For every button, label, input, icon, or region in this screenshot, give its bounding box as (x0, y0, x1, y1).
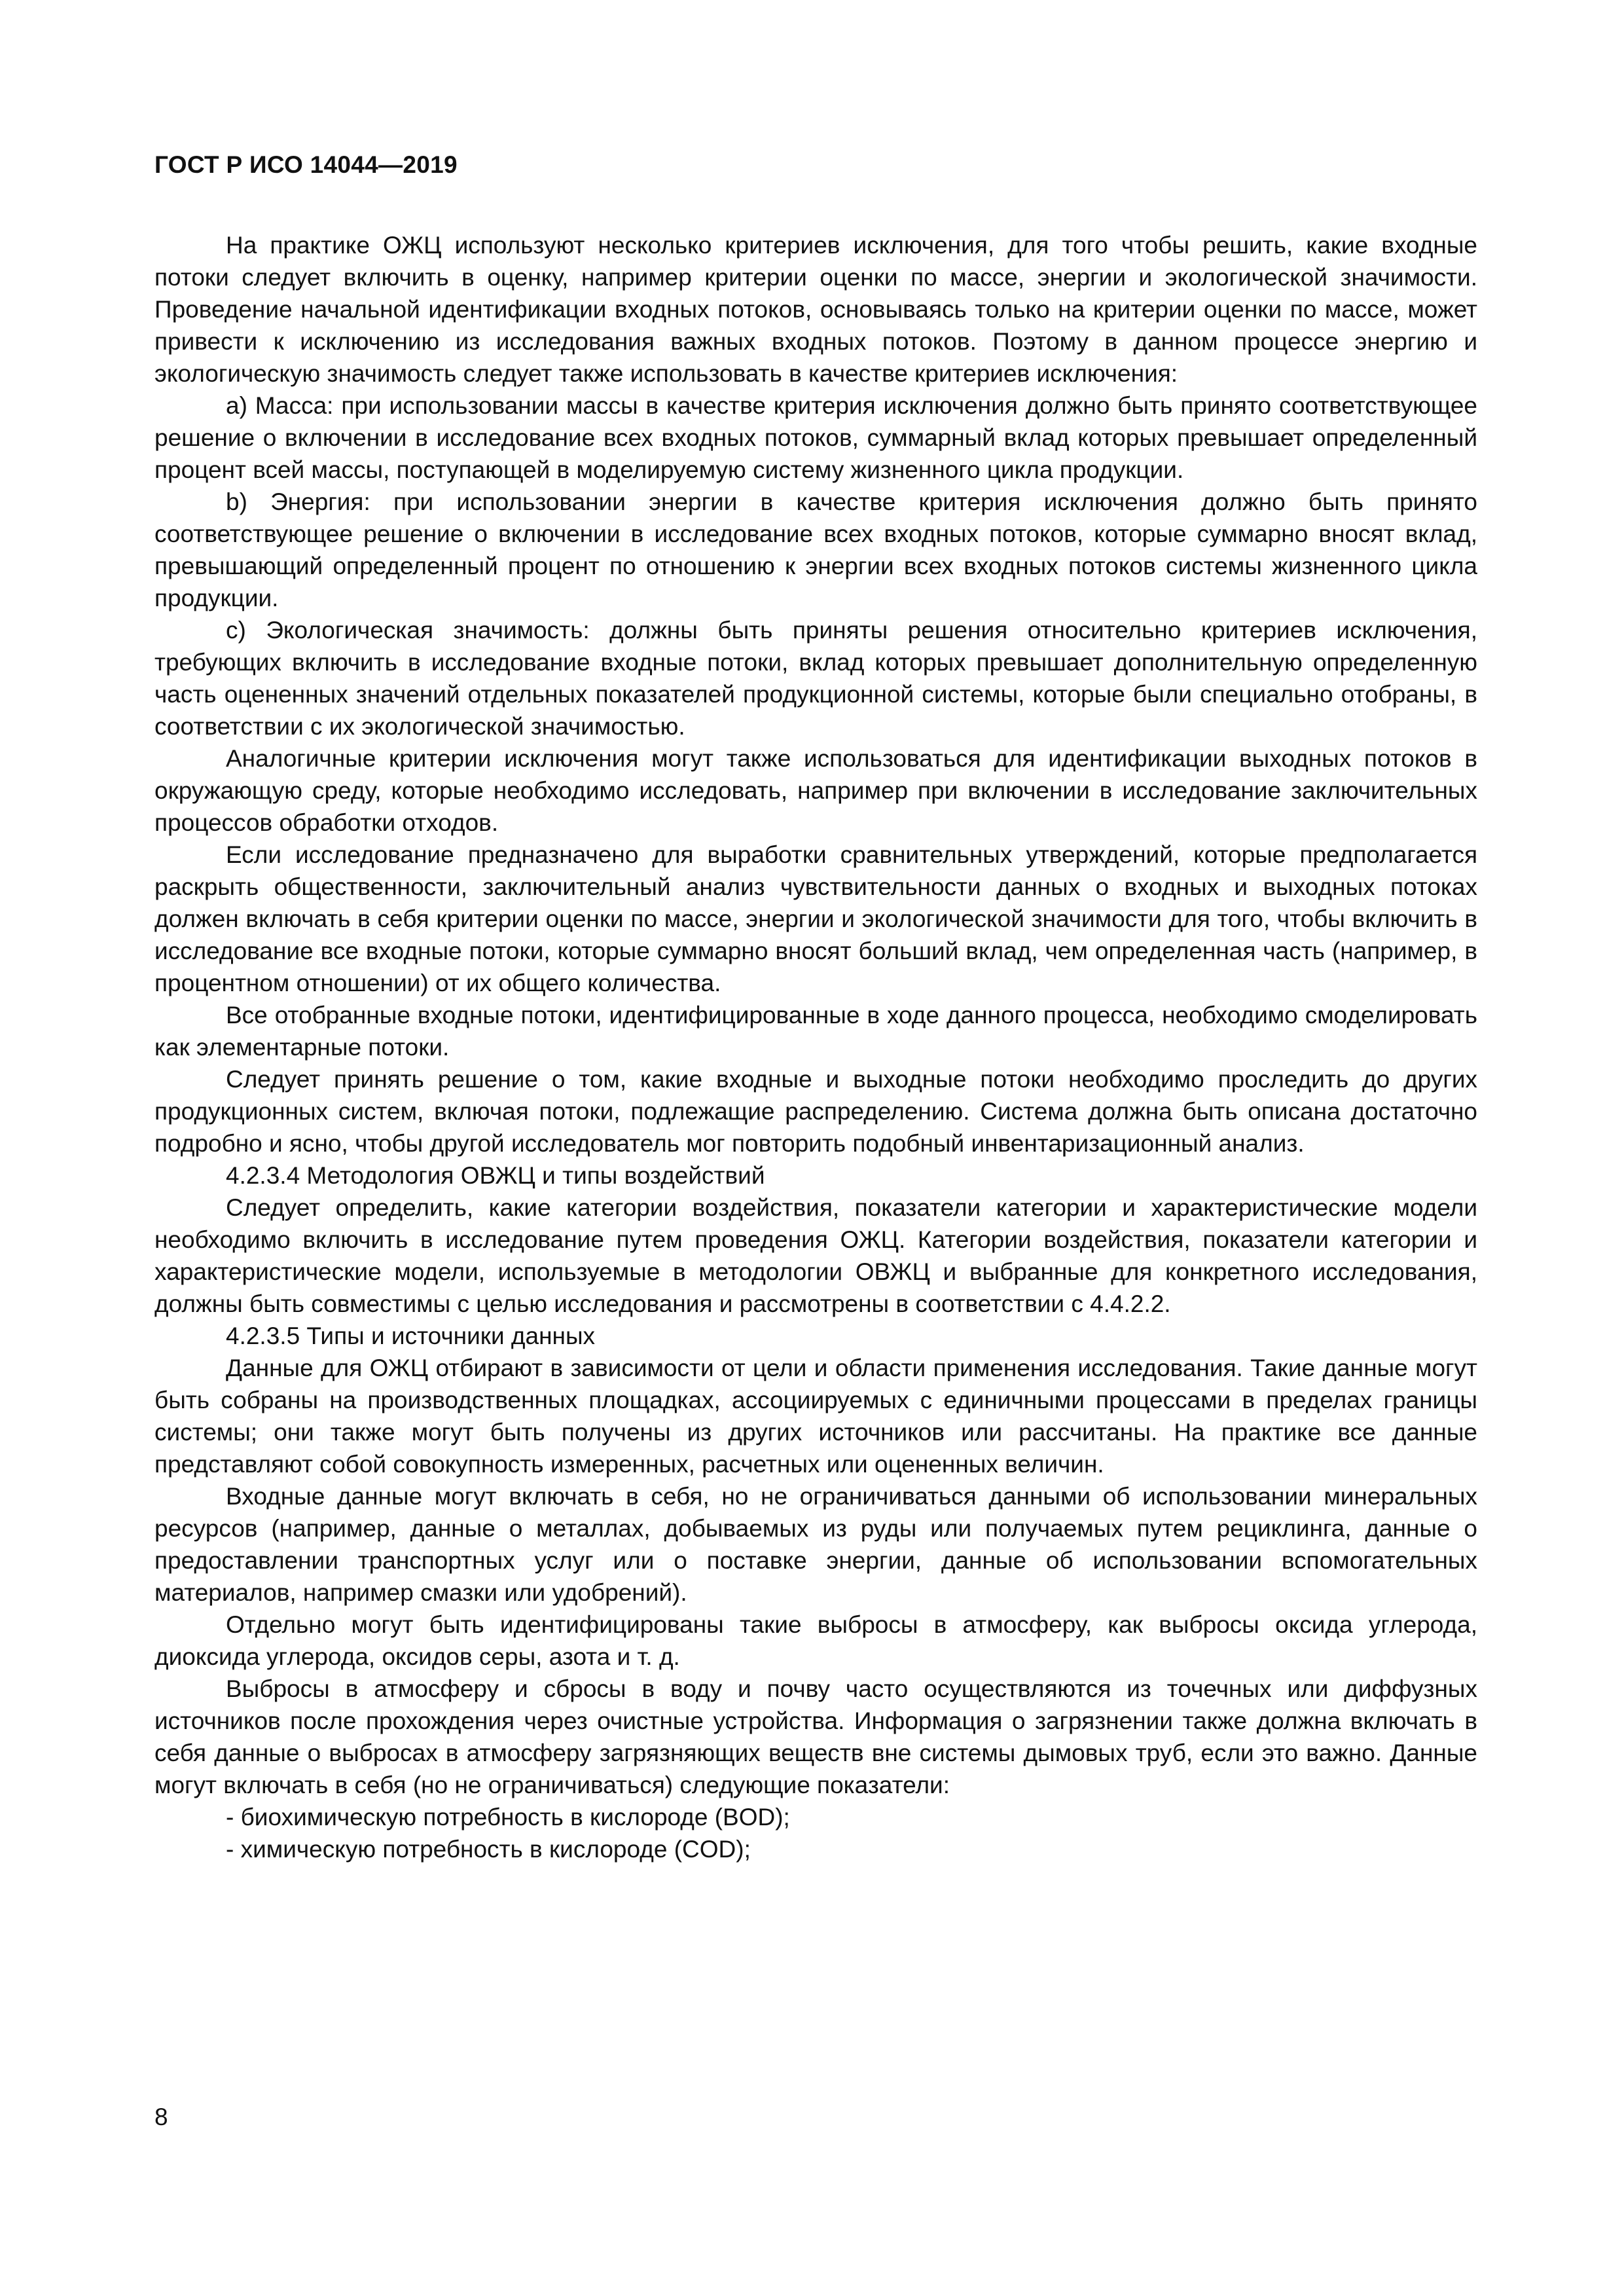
list-item-ecological: c) Экологическая значимость: должны быть приняты решения относительно критериев исключения, требующих включить в исследование входные потоки, вклад которых превышает дополнительную определенную часть оцененных значений отдельных показателей продукционной системы, которые были специально отобраны, в соответствии с их экологической значимостью. (154, 617, 1477, 740)
page-number: 8 (154, 2104, 168, 2130)
list-item-cod: - химическую потребность в кислороде (COD); (226, 1836, 751, 1863)
paragraph: Следует определить, какие категории воздействия, показатели категории и характеристические модели необходимо включить в исследование путем проведения ОЖЦ. Категории воздействия, показатели категории и характеристические модели, используемые в методологии ОВЖЦ и выбранные для конкретного исследования, должны быть совместимы с целью исследования и рассмотрены в соответствии с 4.4.2.2. (154, 1194, 1477, 1317)
paragraph: Все отобранные входные потоки, идентифицированные в ходе данного процесса, необходимо смоделировать как элементарные потоки. (154, 1002, 1477, 1061)
paragraph: Данные для ОЖЦ отбирают в зависимости от цели и области применения исследования. Такие данные могут быть собраны на производственных площадках, ассоциируемых с единичными процессами в пределах границы системы; они также могут быть получены из других источников или рассчитаны. На практике все данные представляют собой совокупность измеренных, расчетных или оцененных величин. (154, 1355, 1477, 1478)
paragraph: Выбросы в атмосферу и сбросы в воду и почву часто осуществляются из точечных или диффузных источников после прохождения через очистные устройства. Информация о загрязнении также должна включать в себя данные о выбросах в атмосферу загрязняющих веществ вне системы дымовых труб, если это важно. Данные могут включать в себя (но не ограничиваться) следующие показатели: (154, 1675, 1477, 1798)
section-heading-4-2-3-5: 4.2.3.5 Типы и источники данных (226, 1322, 596, 1349)
paragraph: На практике ОЖЦ используют несколько критериев исключения, для того чтобы решить, какие входные потоки следует включить в оценку, например критерии оценки по массе, энергии и экологической значимости. Проведение начальной идентификации входных потоков, основываясь только на критерии оценки по массе, может привести к исключению из исследования важных входных потоков. Поэтому в данном процессе энергию и экологическую значимость следует также использовать в качестве критериев исключения: (154, 232, 1477, 387)
paragraph: Следует принять решение о том, какие входные и выходные потоки необходимо проследить до других продукционных систем, включая потоки, подлежащие распределению. Система должна быть описана достаточно подробно и ясно, чтобы другой исследователь мог повторить подобный инвентаризационный анализ. (154, 1066, 1477, 1157)
section-heading-4-2-3-4: 4.2.3.4 Методология ОВЖЦ и типы воздействий (226, 1162, 765, 1189)
list-item-energy: b) Энергия: при использовании энергии в качестве критерия исключения должно быть принято соответствующее решение о включении в исследование всех входных потоков, которые суммарно вносят вклад, превышающий определенный процент по отношению к энергии всех входных потоков системы жизненного цикла продукции. (154, 488, 1477, 611)
list-item-bod: - биохимическую потребность в кислороде (BOD); (226, 1804, 790, 1831)
paragraph: Если исследование предназначено для выработки сравнительных утверждений, которые предполагается раскрыть общественности, заключительный анализ чувствительности данных о входных и выходных потоках должен включать в себя критерии оценки по массе, энергии и экологической значимости для того, чтобы включить в исследование все входные потоки, которые суммарно вносят больший вклад, чем определенная часть (например, в процентном отношении) от их общего количества. (154, 841, 1477, 996)
document-header: ГОСТ Р ИСО 14044—2019 (154, 151, 458, 178)
list-item-mass: a) Масса: при использовании массы в качестве критерия исключения должно быть принято соответствующее решение о включении в исследование всех входных потоков, суммарный вклад которых превышает определенный процент всей массы, поступающей в моделируемую систему жизненного цикла продукции. (154, 392, 1477, 483)
paragraph: Аналогичные критерии исключения могут также использоваться для идентификации выходных потоков в окружающую среду, которые необходимо исследовать, например при включении в исследование заключительных процессов обработки отходов. (154, 745, 1477, 836)
body-text (154, 229, 1477, 1865)
paragraph: Входные данные могут включать в себя, но не ограничиваться данными об использовании минеральных ресурсов (например, данные о металлах, добываемых из руды или получаемых путем рециклинга, данные о предоставлении транспортных услуг или о поставке энергии, данные об использовании вспомогательных материалов, например смазки или удобрений). (154, 1483, 1477, 1606)
paragraph: Отдельно могут быть идентифицированы такие выбросы в атмосферу, как выбросы оксида углерода, диоксида углерода, оксидов серы, азота и т. д. (154, 1611, 1477, 1670)
